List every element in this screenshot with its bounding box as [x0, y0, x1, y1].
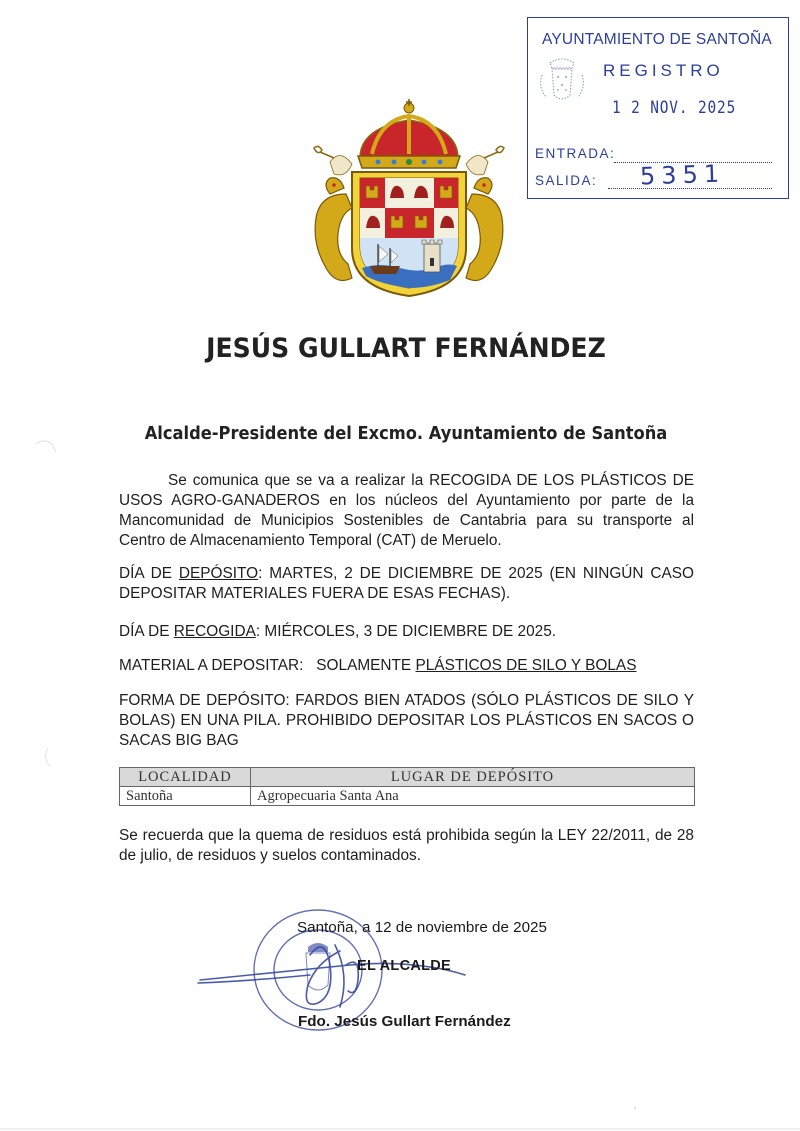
coat-of-arms-icon — [300, 98, 518, 298]
deposit-location-table — [119, 767, 695, 806]
stamp-date: 1 2 NOV. 2025 — [612, 98, 737, 118]
stamp-emblem-icon — [536, 55, 588, 105]
material-paragraph — [119, 656, 694, 676]
deposit-text: : MARTES, 2 DE DICIEMBRE DE 2025 (EN NINGÚN CASO DEPOSITAR MATERIALES FUERA DE ESAS FECHAS). — [119, 565, 694, 602]
deposit-prefix: DÍA DE — [119, 565, 179, 582]
table-cell: Agropecuaria Santa Ana — [251, 787, 695, 806]
table-row — [120, 787, 695, 806]
stamp-exit-number: 5351 — [639, 159, 726, 191]
table-header-cell: LOCALIDAD — [120, 768, 251, 787]
stamp-exit-label: SALIDA: — [535, 173, 598, 188]
reminder-paragraph: Se recuerda que la quema de residuos está prohibida según la LEY 22/2011, de 28 de julio, de residuos y suelos contaminados. — [119, 827, 694, 864]
mayor-name-heading: JESÚS GULLART FERNÁNDEZ — [206, 333, 606, 364]
handwritten-signature-icon — [190, 925, 480, 1025]
collection-prefix: DÍA DE — [119, 623, 174, 640]
deposit-form-paragraph: FORMA DE DEPÓSITO: FARDOS BIEN ATADOS (SÓLO PLÁSTICOS DE SILO Y BOLAS) EN UNA PILA. PROHIBIDO DEPOSITAR LOS PLÁSTICOS EN SACOS O SACAS BIG BAG — [119, 692, 694, 749]
deposit-day-paragraph — [119, 564, 694, 604]
collection-word: RECOGIDA — [173, 623, 256, 640]
stamp-registry-label: REGISTRO — [603, 61, 724, 80]
intro-text: Se comunica que se va a realizar la RECOGIDA DE LOS PLÁSTICOS DE USOS AGRO-GANADEROS en los núcleos del Ayuntamiento por parte de la Mancomunidad de Municipios Sostenibles de Cantabria para su transporte al Centro de Almacenamiento Temporal (CAT) de Meruelo. — [119, 472, 694, 549]
table-cell: Santoña — [120, 787, 251, 806]
registry-stamp — [527, 17, 789, 199]
table-header-row — [120, 768, 695, 787]
signature-name: Fdo. Jesús Gullart Fernández — [298, 1013, 511, 1030]
collection-text: : MIÉRCOLES, 3 DE DICIEMBRE DE 2025. — [255, 623, 557, 640]
signature-role: EL ALCALDE — [357, 958, 452, 974]
mayor-title: Alcalde-Presidente del Excmo. Ayuntamiento de Santoña — [144, 424, 668, 444]
stamp-title: AYUNTAMIENTO DE SANTOÑA — [542, 31, 772, 48]
table-header-cell: LUGAR DE DEPÓSITO — [251, 768, 695, 787]
signature-place-date: Santoña, a 12 de noviembre de 2025 — [297, 919, 547, 936]
material-label: MATERIAL A DEPOSITAR: SOLAMENTE — [119, 657, 416, 674]
stamp-entry-label: ENTRADA: — [535, 146, 616, 161]
material-value: PLÁSTICOS DE SILO Y BOLAS — [415, 657, 637, 674]
deposit-word: DEPÓSITO — [178, 565, 259, 582]
collection-day-paragraph — [119, 622, 694, 642]
intro-paragraph — [119, 471, 694, 551]
